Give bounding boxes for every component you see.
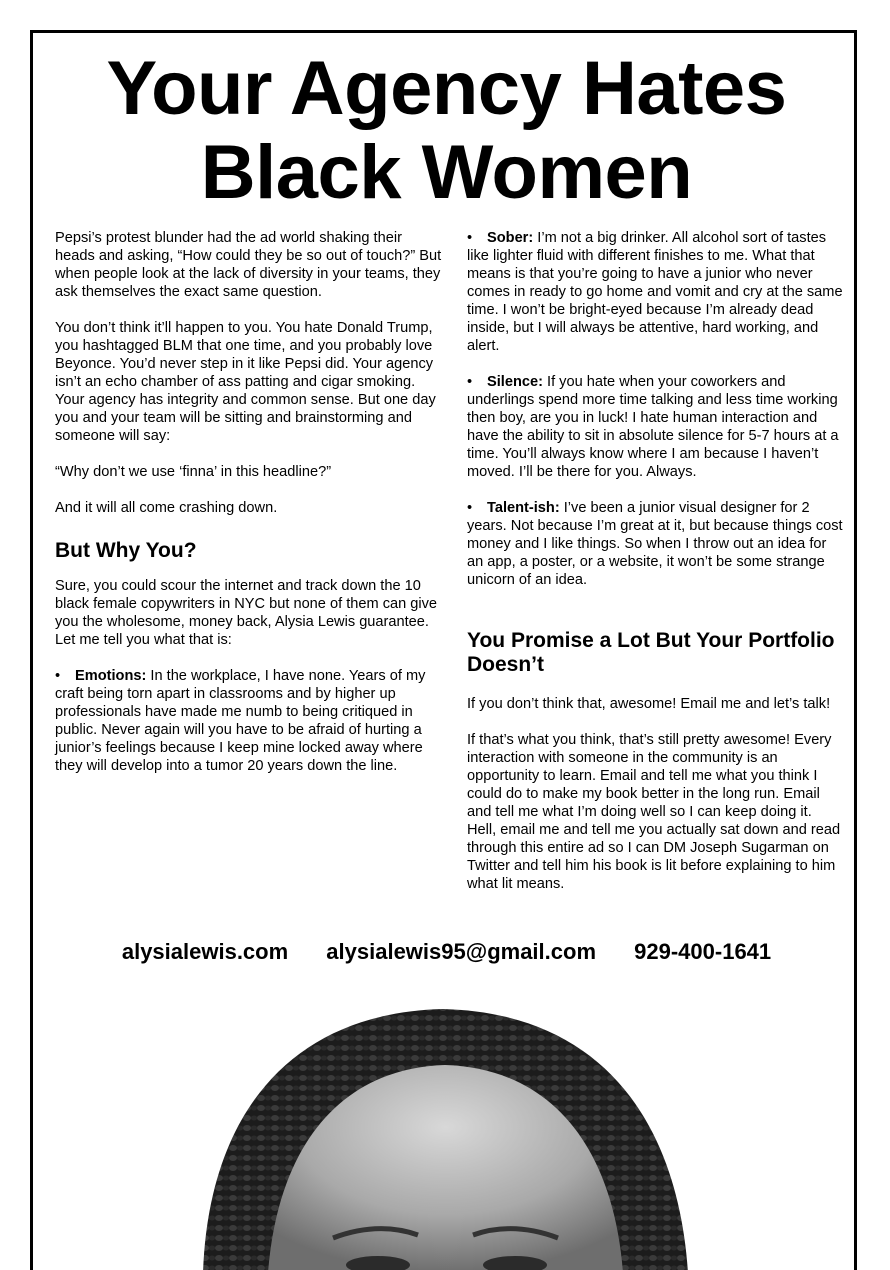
- bullet-dot: •: [55, 668, 61, 684]
- portrait-photo: [33, 973, 857, 1270]
- left-column: [55, 229, 445, 793]
- crash-paragraph: And it will all come crashing down.: [55, 500, 278, 516]
- quote-paragraph: “Why don’t we use ‘finna’ in this headline?”: [55, 464, 332, 480]
- contact-bar: [33, 939, 857, 965]
- right-column: [467, 229, 845, 893]
- bullet-label: Silence:: [487, 374, 543, 390]
- email-link[interactable]: alysialewis95@gmail.com: [326, 939, 597, 964]
- bullet-text: If you hate when your coworkers and underlings spend more time talking and less time working then boy, are you in luck! I hate human interaction and have the ability to sit in absolute silence for 5-7 hours at a time. You’ll always know where I am because I haven’t moved. I’ll be there for you. Always.: [467, 374, 839, 480]
- portfolio-paragraph: If that’s what you think, that’s still pretty awesome! Every interaction with someone in the community is an opportunity to learn. Email and tell me what you think I could do to make my book better in the long run. Email and tell me what I’m doing well so I can keep doing it.: [467, 732, 832, 820]
- portfolio-paragraph: Hell, email me and tell me you actually sat down and read through this entire ad so I can DM Joseph Sugarman on Twitter and tell him his book is lit before explaining to him what lit means.: [467, 822, 841, 892]
- bullet-emotions: [55, 667, 445, 775]
- bullet-text: I’ve been a junior visual designer for 2 years. Not because I’m great at it, but because things cost money and I like things. So when I throw out an idea for an app, a poster, or a website, it won’t be some strange unicorn of an idea.: [467, 500, 843, 588]
- bullet-label: Talent-ish:: [487, 500, 560, 516]
- why-paragraph: Sure, you could scour the internet and track down the 10 black female copywriters in NYC but none of them can give you the wholesome, money back, Alysia Lewis guarantee. Let me tell you what that is:: [55, 578, 438, 648]
- intro-paragraph: Pepsi’s protest blunder had the ad world shaking their heads and asking, “How could they be so out of touch?” But when people look at the lack of diversity in your teams, they ask themselves the exact same question.: [55, 230, 442, 300]
- section-heading-portfolio: You Promise a Lot But Your Portfolio Doesn’t: [467, 629, 835, 676]
- bullet-dot: •: [467, 374, 473, 390]
- section-heading-why-you: But Why You?: [55, 539, 197, 562]
- ad-page: [30, 30, 857, 1270]
- bullet-dot: •: [467, 230, 473, 246]
- bullet-silence: [467, 373, 845, 481]
- website-link[interactable]: alysialewis.com: [121, 939, 289, 964]
- headline: Your Agency Hates Black Women: [106, 46, 787, 215]
- bullet-text: I’m not a big drinker. All alcohol sort of tastes like lighter fluid with different finishes to me. What that means is that you’re going to have a junior who never comes in ready to go home and vomit and cry at the same time. I won’t be bright-eyed because I’m already dead inside, but I will always be attentive, hard working, and alert.: [467, 230, 843, 354]
- intro-paragraph: You don’t think it’ll happen to you. You hate Donald Trump, you hashtagged BLM that one time, and you probably love Beyonce. You’d never step in it like Pepsi did. Your agency isn’t an echo chamber of ass patting and cigar smoking. Your agency has integrity and common sense. But one day you and your team will be sitting and brainstorming and someone will say:: [55, 320, 436, 444]
- bullet-talent: [467, 499, 845, 589]
- bullet-dot: •: [467, 500, 473, 516]
- bullet-sober: [467, 229, 845, 355]
- bullet-label: Sober:: [487, 230, 534, 246]
- bullet-text: In the workplace, I have none. Years of my craft being torn apart in classrooms and by higher up professionals have made me numb to being critiqued in public. Never again will you have to be afraid of hurting a junior’s feelings because I keep mine locked away where they will develop into a tumor 20 years down the line.: [55, 668, 426, 774]
- phone-number: 929-400-1641: [634, 939, 772, 964]
- bullet-label: Emotions:: [75, 668, 147, 684]
- portfolio-paragraph: If you don’t think that, awesome! Email me and let’s talk!: [467, 696, 831, 712]
